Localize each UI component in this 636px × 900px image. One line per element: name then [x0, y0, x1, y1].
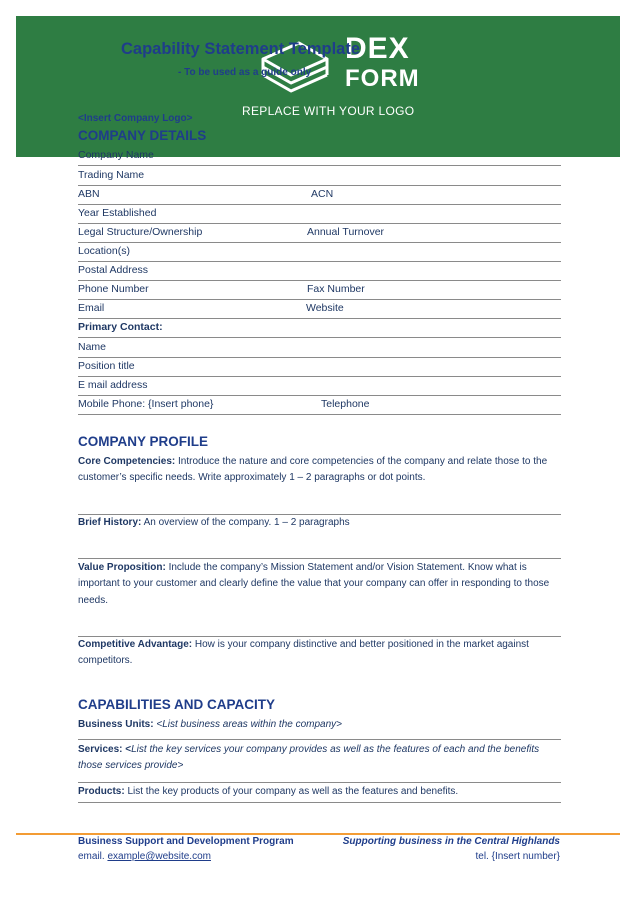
detail-row[interactable] — [78, 376, 561, 396]
detail-row[interactable] — [78, 395, 561, 415]
detail-label: Trading Name — [78, 169, 145, 181]
detail-label-right: Fax Number — [307, 283, 365, 295]
competitive-advantage[interactable] — [78, 637, 561, 670]
detail-row[interactable] — [78, 280, 561, 300]
value-proposition[interactable] — [78, 560, 561, 609]
company-profile-heading: COMPANY PROFILE — [78, 434, 209, 449]
detail-label: Name — [78, 341, 107, 353]
capabilities-heading: CAPABILITIES AND CAPACITY — [78, 697, 276, 712]
detail-row[interactable] — [78, 299, 561, 319]
detail-row[interactable] — [78, 204, 561, 224]
services-text: List the key services your company provides as well as the features of each and the benefits those services provide> — [78, 744, 540, 772]
value-proposition-label: Value Proposition: — [78, 562, 166, 573]
detail-row[interactable] — [78, 261, 561, 281]
footer-rule — [16, 833, 620, 835]
detail-label-right: ACN — [311, 188, 334, 200]
brief-history-label: Brief History: — [78, 517, 142, 528]
detail-row — [78, 318, 561, 338]
detail-label: Company Name — [78, 149, 154, 161]
footer-email-label: email. — [78, 851, 108, 862]
brief-history[interactable] — [78, 515, 561, 531]
divider — [78, 739, 561, 740]
divider — [78, 802, 561, 803]
detail-label-right: Annual Turnover — [307, 226, 385, 238]
primary-contact-label: Primary Contact: — [78, 321, 163, 333]
detail-label: Legal Structure/Ownership — [78, 226, 203, 238]
value-proposition-text: Include the company’s Mission Statement and/or Vision Statement. Know what is important to your customer and clearly define the value that your company can offer in responding to those needs. — [78, 562, 550, 606]
detail-label-right: Website — [306, 302, 344, 314]
detail-label-right: Telephone — [321, 398, 370, 410]
detail-label: Email — [78, 302, 105, 314]
core-competencies-label: Core Competencies: — [78, 456, 176, 467]
page-subtitle: - To be used as a guide only — [178, 67, 312, 78]
products-label: Products: — [78, 786, 125, 797]
insert-logo-placeholder: <Insert Company Logo> — [78, 113, 193, 124]
page-title: Capability Statement Template — [121, 40, 361, 58]
core-competencies-text: Introduce the nature and core competencies of the company and relate those to the customer’s specific needs. Write approximately 1 – 2 paragraphs or dot points. — [78, 456, 548, 484]
divider — [78, 782, 561, 783]
footer-program: Business Support and Development Program — [78, 836, 294, 847]
detail-label: Phone Number — [78, 283, 149, 295]
logo-word-dex: DEX — [345, 32, 410, 65]
products[interactable] — [78, 784, 561, 800]
business-units-label: Business Units: — [78, 719, 154, 730]
competitive-advantage-label: Competitive Advantage: — [78, 639, 193, 650]
competitive-advantage-text: How is your company distinctive and better positioned in the market against competitors. — [78, 639, 529, 667]
brief-history-text: An overview of the company. 1 – 2 paragraphs — [141, 517, 350, 528]
footer-phone: tel. {Insert number} — [475, 851, 560, 862]
company-details-heading: COMPANY DETAILS — [78, 128, 207, 143]
detail-label: Position title — [78, 360, 135, 372]
logo-word-form: FORM — [345, 65, 420, 92]
business-units-text: <List business areas within the company> — [153, 719, 343, 730]
detail-label: E mail address — [78, 379, 148, 391]
detail-label: Location(s) — [78, 245, 130, 257]
footer-email-link[interactable]: example@website.com — [107, 851, 211, 862]
detail-label: Mobile Phone: {Insert phone} — [78, 398, 214, 410]
core-competencies[interactable] — [78, 454, 561, 487]
footer-email — [78, 851, 211, 862]
detail-row[interactable] — [78, 185, 561, 205]
detail-label: Year Established — [78, 207, 157, 219]
detail-label: ABN — [78, 188, 100, 200]
detail-label: Postal Address — [78, 264, 149, 276]
logo-tagline: REPLACE WITH YOUR LOGO — [242, 104, 415, 118]
detail-row[interactable] — [78, 146, 561, 166]
detail-row[interactable] — [78, 357, 561, 377]
products-text: List the key products of your company as well as the features and benefits. — [124, 786, 459, 797]
detail-row[interactable] — [78, 338, 561, 358]
footer-tagline: Supporting business in the Central Highlands — [342, 836, 560, 847]
business-units[interactable] — [78, 717, 561, 733]
detail-row[interactable] — [78, 166, 561, 186]
detail-row[interactable] — [78, 242, 561, 262]
divider — [78, 558, 561, 559]
services-label: Services: < — [78, 744, 132, 755]
detail-row[interactable] — [78, 223, 561, 243]
services[interactable] — [78, 742, 561, 775]
